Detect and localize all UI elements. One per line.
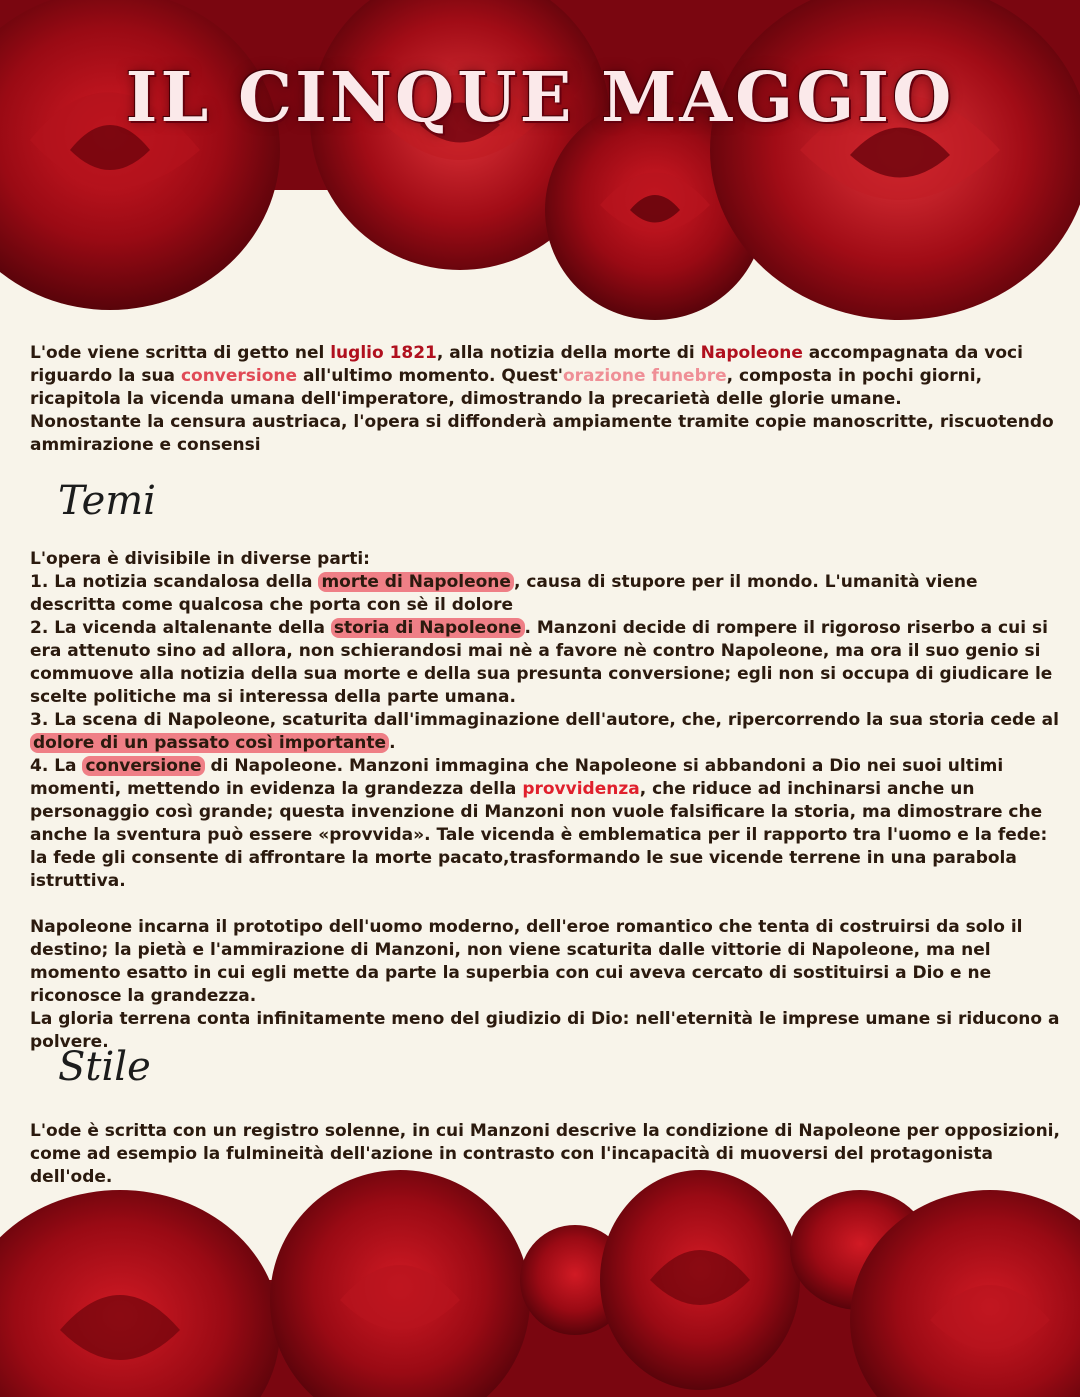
top-rose-border (0, 0, 1080, 340)
temi-item-4: 4. La conversione di Napoleone. Manzoni immagina che Napoleone si abbandoni a Dio nei suoi ultimi momenti, mettendo in evidenza la grandezza della provvidenza, che riduce ad inchinarsi anche un personaggio così grande; questa invenzione di Manzoni non vuole falsificare la storia, ma dimostrare che anche la sventura può essere «provvida». Tale vicenda è emblematica per il rapporto tra l'uomo e la fede: la fede gli consente di affrontare la morte pacato,trasformando le sue vicende terrene in una parabola istruttiva. (30, 756, 1048, 891)
orazione-highlight: orazione funebre (562, 366, 727, 386)
napoleone-highlight: Napoleone (700, 343, 803, 363)
stile-heading: Stile (58, 1044, 151, 1090)
stile-paragraph: L'ode è scritta con un registro solenne, in cui Manzoni descrive la condizione di Napoleone per opposizioni, come ad esempio la fulmineità dell'azione in contrasto con l'incapacità di muoversi del protagonista dell'ode. (30, 1121, 1060, 1187)
bottom-rose-border (0, 1160, 1080, 1397)
temi-lead: L'opera è divisibile in diverse parti: (30, 549, 370, 569)
temi-item-2: 2. La vicenda altalenante della storia di Napoleone . Manzoni decide di rompere il rigoroso riserbo a cui si era attenuto sino ad allora, non schierandosi mai nè a favore nè contro Napoleone, ma ora il suo genio si commuove alla notizia della sua morte e della sua presunta conversione; egli non si occupa di giudicare le scelte politiche ma si interessa della parte umana. (30, 618, 1053, 707)
rose-icon (270, 1170, 530, 1397)
temi-item-3: 3. La scena di Napoleone, scaturita dall'immaginazione dell'autore, che, ripercorrendo la sua storia cede al dolore di un passato così importante . (30, 710, 1059, 753)
temi-heading: Temi (58, 478, 156, 524)
temi-item-1: 1. La notizia scandalosa della morte di Napoleone , causa di stupore per il mondo. L'umanità viene descritta come qualcosa che porta con sè il dolore (30, 572, 978, 615)
page-title: IL CINQUE MAGGIO (125, 58, 955, 138)
provvidenza-highlight: provvidenza (522, 779, 640, 799)
intro-block (30, 342, 1060, 457)
intro-paragraph: L'ode viene scritta di getto nel luglio 1821, alla notizia della morte di Napoleone accompagnata da voci riguardo la sua conversione all'ultimo momento. Quest'orazione funebre, composta in pochi giorni, ricapitola la vicenda umana dell'imperatore, dimostrando la precarietà delle glorie umane. (30, 343, 1023, 409)
highlight-storia: storia di Napoleone (331, 618, 525, 638)
highlight-conversione: conversione (82, 756, 204, 776)
rose-icon (0, 0, 280, 310)
intro-paragraph-2: Nonostante la censura austriaca, l'opera si diffonderà ampiamente tramite copie manoscritte, riscuotendo ammirazione e consensi (30, 412, 1054, 455)
temi-paragraph-2: La gloria terrena conta infinitamente meno del giudizio di Dio: nell'eternità le imprese umane si riducono a polvere. (30, 1009, 1060, 1052)
temi-paragraph-1: Napoleone incarna il prototipo dell'uomo moderno, dell'eroe romantico che tenta di costruirsi da solo il destino; la pietà e l'ammirazione di Manzoni, non viene scaturita dalle vittorie di Napoleone, ma nel momento esatto in cui egli mette da parte la superbia con cui aveva cercato di sostituirsi a Dio e ne riconosce la grandezza. (30, 917, 1023, 1006)
conversione-highlight: conversione (180, 366, 298, 386)
temi-block (30, 548, 1060, 1054)
rose-icon (0, 1190, 280, 1397)
highlight-dolore: dolore di un passato così importante (30, 733, 389, 753)
rose-icon (600, 1170, 800, 1390)
highlight-morte: morte di Napoleone (318, 572, 513, 592)
date-highlight: luglio 1821 (330, 343, 437, 363)
rose-icon (710, 0, 1080, 320)
